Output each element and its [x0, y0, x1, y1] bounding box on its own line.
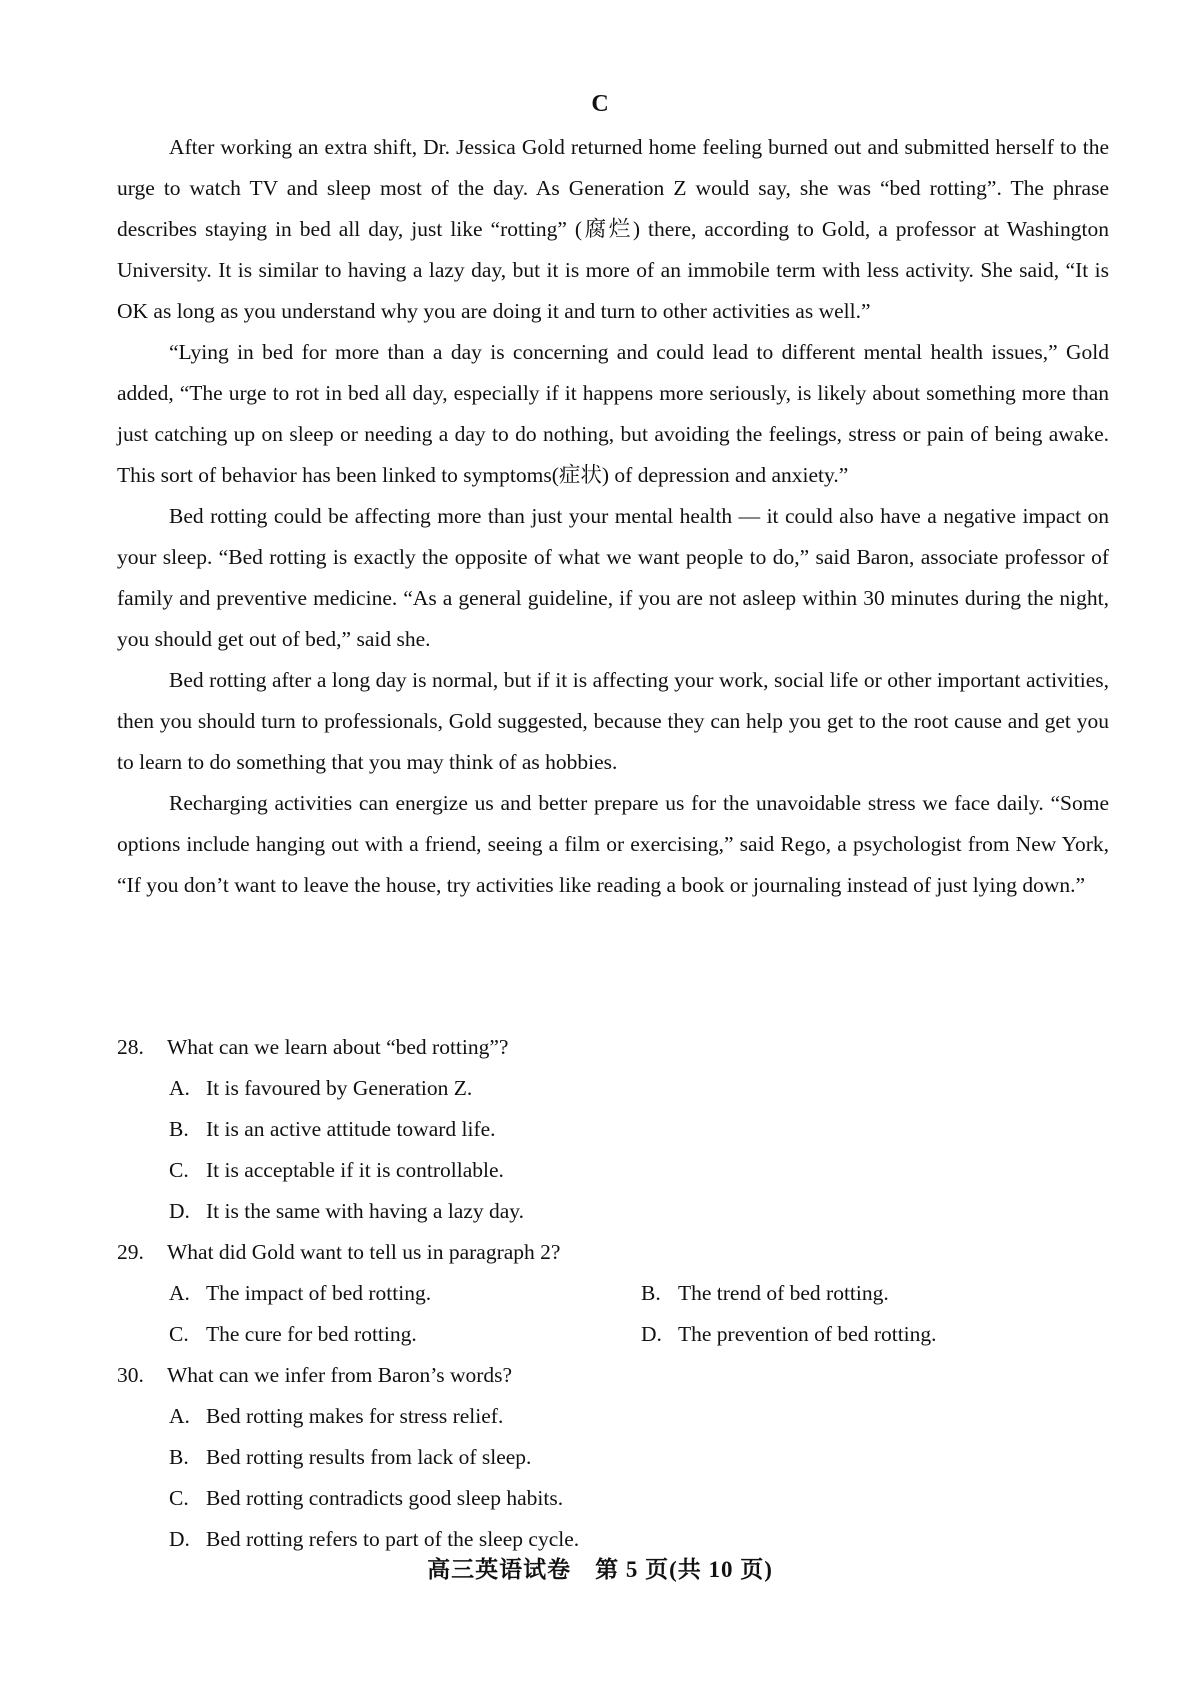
question-number: 30.: [117, 1363, 144, 1387]
option-letter: D.: [169, 1527, 190, 1551]
reading-passage: [117, 127, 1109, 906]
option-text: It is acceptable if it is controllable.: [206, 1158, 504, 1182]
option-list: [117, 1273, 1109, 1355]
option-text: It is the same with having a lazy day.: [206, 1199, 525, 1223]
section-letter: C: [591, 91, 609, 117]
question-stem: [117, 1027, 1109, 1068]
option-letter: C.: [169, 1158, 189, 1182]
question-stem: [117, 1355, 1109, 1396]
option-c[interactable]: [169, 1478, 1109, 1519]
option-text: The cure for bed rotting.: [206, 1322, 417, 1346]
question-stem: [117, 1232, 1109, 1273]
question-30: [117, 1355, 1109, 1560]
option-letter: A.: [169, 1076, 190, 1100]
option-text: The impact of bed rotting.: [206, 1281, 432, 1305]
option-b[interactable]: [169, 1109, 1109, 1150]
option-letter: B.: [641, 1281, 661, 1305]
option-a[interactable]: [169, 1068, 1109, 1109]
question-text: What did Gold want to tell us in paragraph 2?: [167, 1240, 561, 1264]
option-letter: A.: [169, 1281, 190, 1305]
option-letter: B.: [169, 1445, 189, 1469]
option-text: Bed rotting results from lack of sleep.: [206, 1445, 532, 1469]
option-c[interactable]: [169, 1314, 641, 1355]
option-d[interactable]: [641, 1314, 1101, 1355]
option-list: [117, 1068, 1109, 1232]
option-b[interactable]: [641, 1273, 1101, 1314]
option-text: The prevention of bed rotting.: [678, 1322, 937, 1346]
question-text: What can we infer from Baron’s words?: [167, 1363, 513, 1387]
passage-paragraph: Bed rotting could be affecting more than just your mental health — it could also have a negative impact on your sleep. “Bed rotting is exactly the opposite of what we want people to do,” said Baron, associate professor of family and preventive medicine. “As a general guideline, if you are not asleep within 30 minutes during the night, you should get out of bed,” said she.: [117, 504, 1109, 651]
option-c[interactable]: [169, 1150, 1109, 1191]
passage-paragraph: After working an extra shift, Dr. Jessica Gold returned home feeling burned out and submitted herself to the urge to watch TV and sleep most of the day. As Generation Z would say, she was “bed rotting”. The phrase describes staying in bed all day, just like “rotting” (腐烂) there, according to Gold, a professor at Washington University. It is similar to having a lazy day, but it is more of an immobile term with less activity. She said, “It is OK as long as you understand why you are doing it and turn to other activities as well.”: [117, 135, 1109, 323]
option-text: The trend of bed rotting.: [678, 1281, 889, 1305]
option-letter: C.: [169, 1322, 189, 1346]
option-list: [117, 1396, 1109, 1560]
option-text: Bed rotting contradicts good sleep habits.: [206, 1486, 564, 1510]
question-29: [117, 1232, 1109, 1355]
passage-paragraph: Bed rotting after a long day is normal, but if it is affecting your work, social life or other important activities, then you should turn to professionals, Gold suggested, because they can help you get to the root cause and get you to learn to do something that you may think of as hobbies.: [117, 668, 1109, 774]
page-footer: 高三英语试卷 第 5 页(共 10 页): [427, 1557, 773, 1582]
passage-paragraph: “Lying in bed for more than a day is concerning and could lead to different mental health issues,” Gold added, “The urge to rot in bed all day, especially if it happens more seriously, is likely about something more than just catching up on sleep or needing a day to do nothing, but avoiding the feelings, stress or pain of being awake. This sort of behavior has been linked to symptoms(症状) of depression and anxiety.”: [117, 340, 1109, 487]
question-text: What can we learn about “bed rotting”?: [167, 1035, 509, 1059]
option-text: Bed rotting refers to part of the sleep cycle.: [206, 1527, 580, 1551]
option-a[interactable]: [169, 1396, 1109, 1437]
option-letter: D.: [169, 1199, 190, 1223]
option-text: It is favoured by Generation Z.: [206, 1076, 473, 1100]
option-letter: A.: [169, 1404, 190, 1428]
question-number: 28.: [117, 1035, 144, 1059]
option-text: It is an active attitude toward life.: [206, 1117, 496, 1141]
option-d[interactable]: [169, 1191, 1109, 1232]
passage-paragraph: Recharging activities can energize us and better prepare us for the unavoidable stress we face daily. “Some options include hanging out with a friend, seeing a film or exercising,” said Rego, a psychologist from New York, “If you don’t want to leave the house, try activities like reading a book or journaling instead of just lying down.”: [117, 791, 1109, 897]
option-a[interactable]: [169, 1273, 641, 1314]
option-b[interactable]: [169, 1437, 1109, 1478]
option-letter: D.: [641, 1322, 662, 1346]
option-letter: C.: [169, 1486, 189, 1510]
question-list: [117, 1027, 1109, 1560]
option-text: Bed rotting makes for stress relief.: [206, 1404, 504, 1428]
option-letter: B.: [169, 1117, 189, 1141]
question-number: 29.: [117, 1240, 144, 1264]
question-28: [117, 1027, 1109, 1232]
